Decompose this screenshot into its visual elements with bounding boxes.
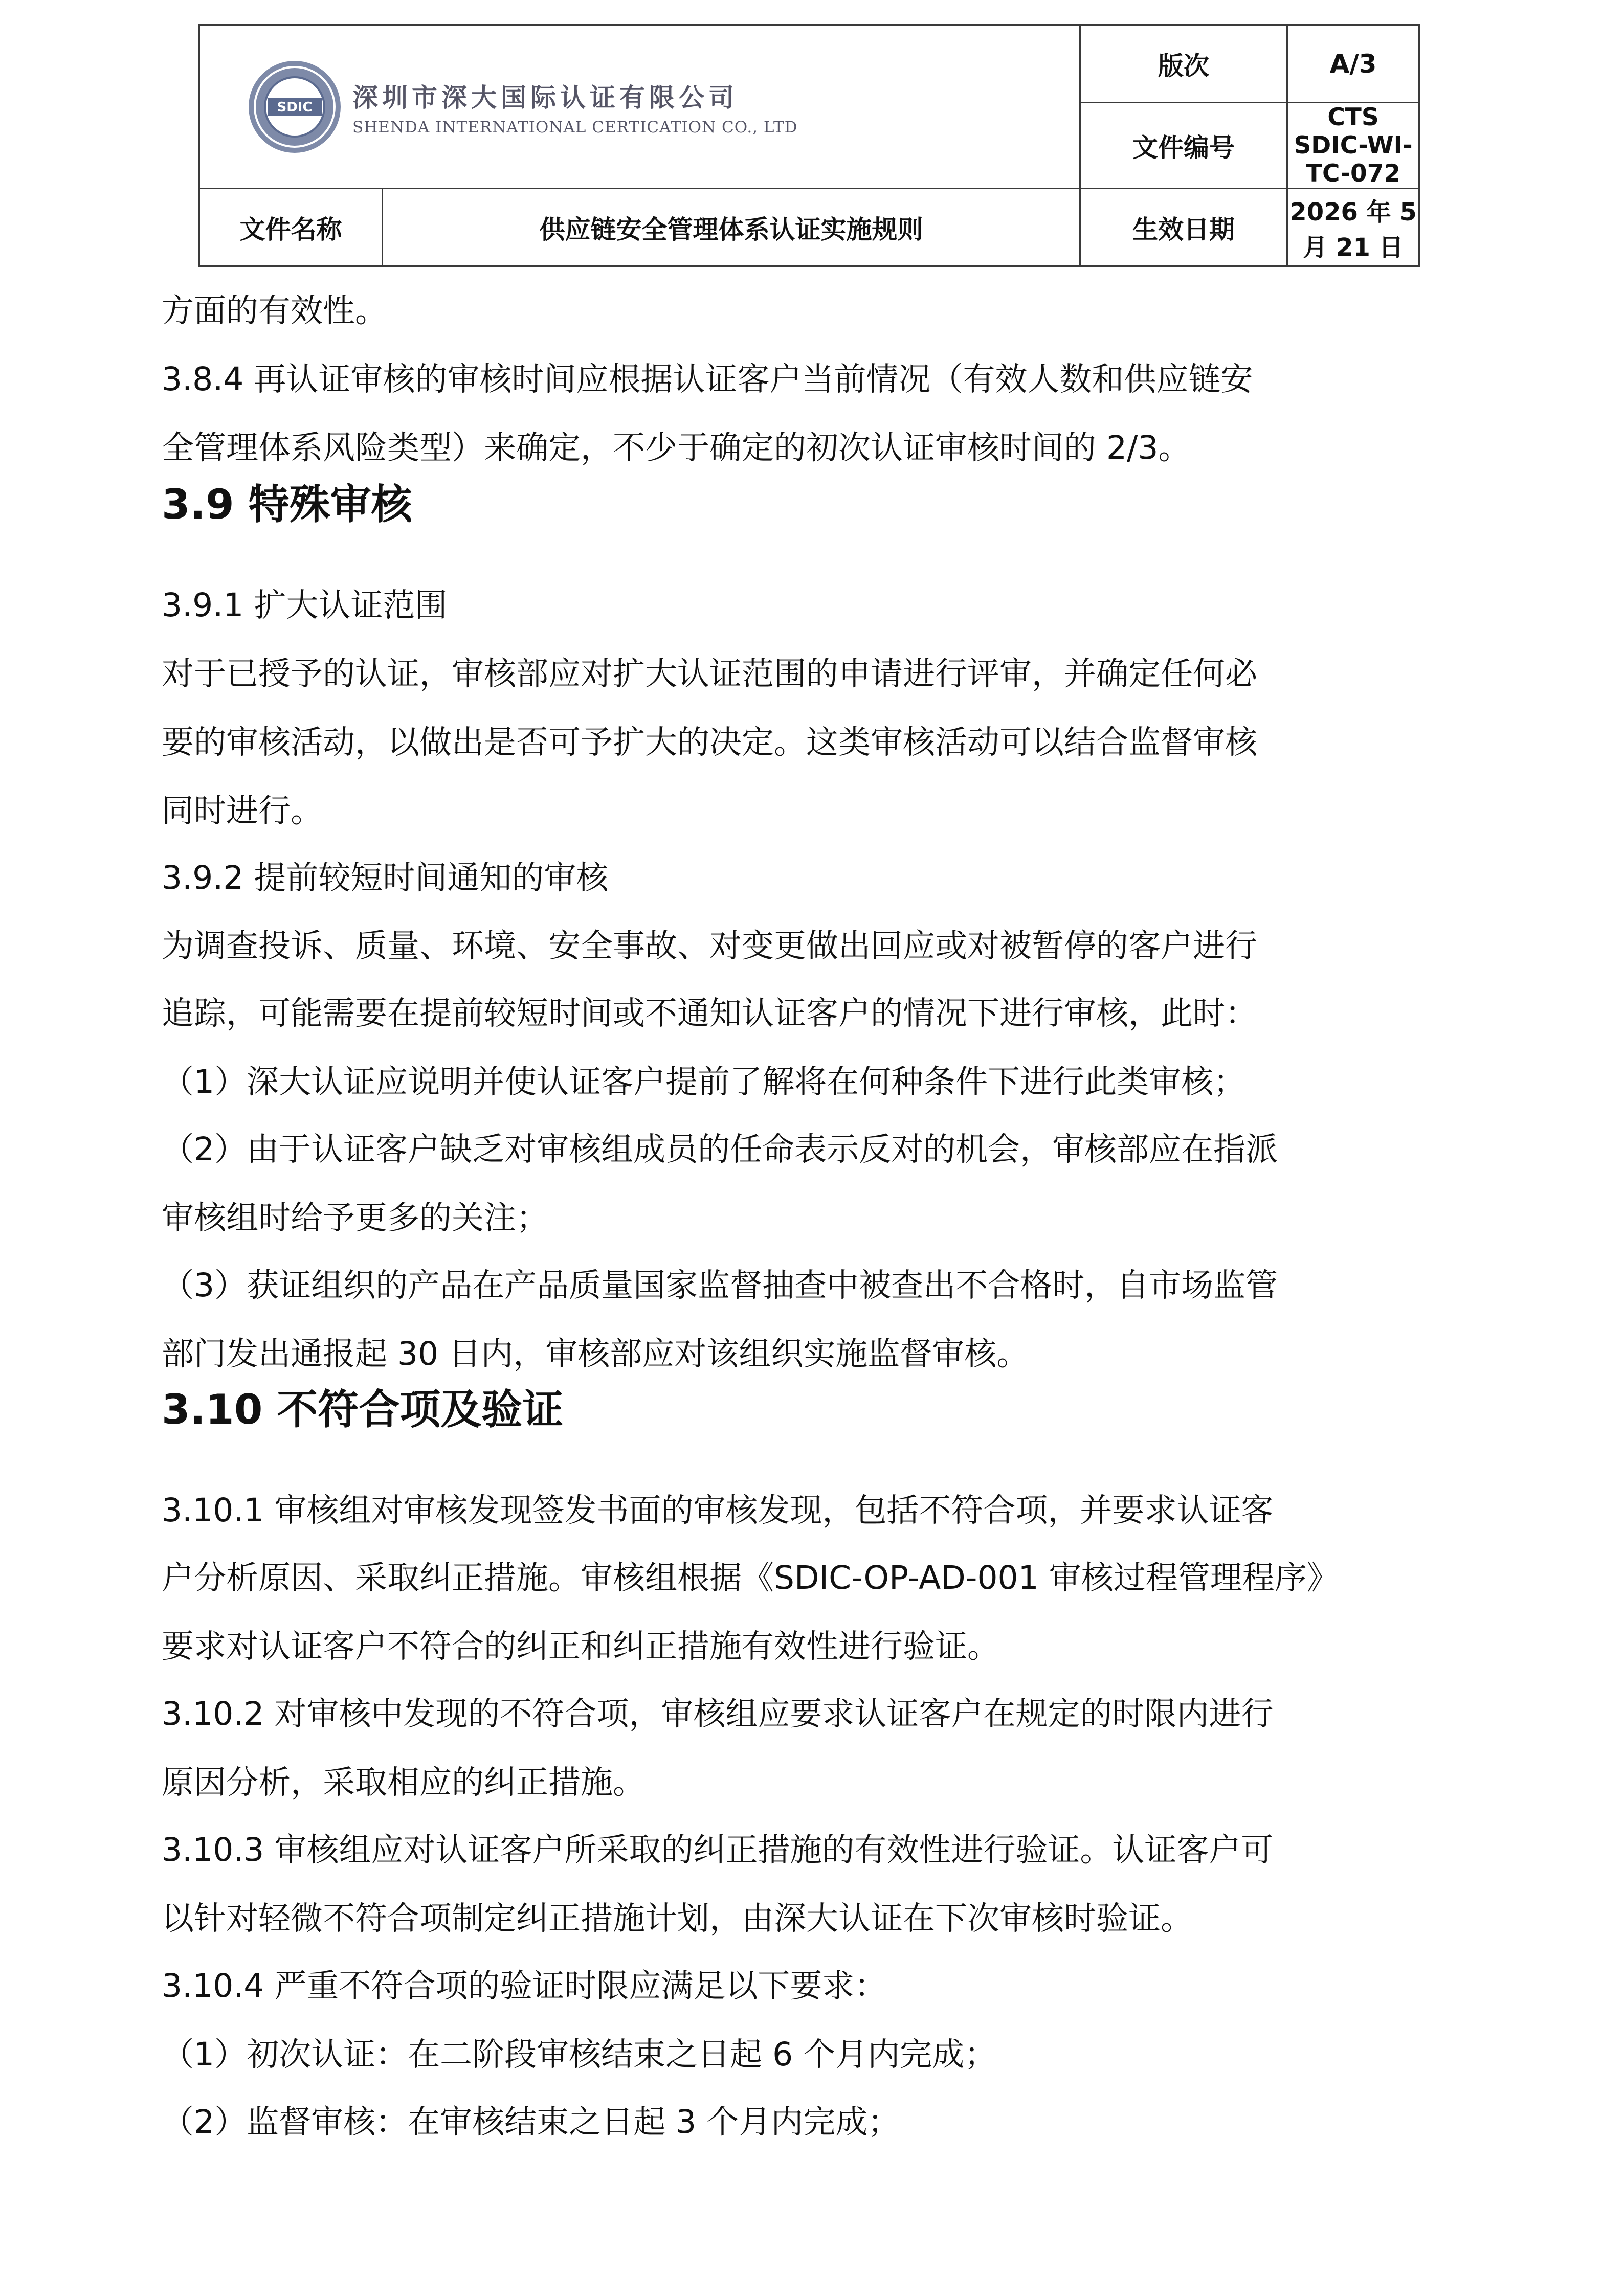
doc-name-label: 文件名称 [199, 189, 383, 266]
body-line: 要的审核活动，以做出是否可予扩大的决定。这类审核活动可以结合监督审核 [162, 724, 1257, 761]
body-line: 要求对认证客户不符合的纠正和纠正措施有效性进行验证。 [162, 1628, 999, 1665]
effective-date-value: 2026 年 5 月 21 日 [1287, 189, 1419, 266]
doc-name-value: 供应链安全管理体系认证实施规则 [383, 189, 1080, 266]
company-logo-cell [199, 25, 1080, 189]
document-header-table [198, 24, 1420, 267]
body-line: 对于已授予的认证，审核部应对扩大认证范围的申请进行评审，并确定任何必 [162, 655, 1257, 692]
body-line: 部门发出通报起 30 日内，审核部应对该组织实施监督审核。 [162, 1335, 1029, 1372]
body-line: 户分析原因、采取纠正措施。审核组根据《SDIC-OP-AD-001 审核过程管理程序》 [162, 1559, 1339, 1596]
list-item: （1）初次认证：在二阶段审核结束之日起 6 个月内完成； [162, 2036, 997, 2073]
body-line: 全管理体系风险类型）来确定，不少于确定的初次认证审核时间的 2/3。 [162, 429, 1191, 466]
body-line: 原因分析，采取相应的纠正措施。 [162, 1764, 645, 1801]
section-heading: 3.9 特殊审核 [162, 481, 412, 528]
body-line: 3.10.2 对审核中发现的不符合项，审核组应要求认证客户在规定的时限内进行 [162, 1695, 1274, 1732]
body-line: 同时进行。 [162, 792, 323, 829]
body-line: 追踪，可能需要在提前较短时间或不通知认证客户的情况下进行审核，此时： [162, 995, 1257, 1032]
company-name-cn: 深圳市深大国际认证有限公司 [352, 82, 738, 112]
body-line: 3.10.4 严重不符合项的验证时限应满足以下要求： [162, 1967, 887, 2005]
body-line: 以针对轻微不符合项制定纠正措施计划，由深大认证在下次审核时验证。 [162, 1900, 1193, 1937]
list-item: （3）获证组织的产品在产品质量国家监督抽查中被查出不合格时，自市场监管 [162, 1267, 1278, 1304]
subsection-title: 3.9.2 提前较短时间通知的审核 [162, 859, 609, 896]
doc-number-value: CTS SDIC-WI-TC-072 [1287, 103, 1419, 189]
subsection-title: 3.9.1 扩大认证范围 [162, 587, 448, 624]
body-line: 方面的有效性。 [162, 292, 387, 329]
company-seal-icon [246, 58, 343, 155]
body-line: 为调查投诉、质量、环境、安全事故、对变更做出回应或对被暂停的客户进行 [162, 927, 1257, 964]
body-line: 3.10.1 审核组对审核发现签发书面的审核发现，包括不符合项，并要求认证客 [162, 1492, 1274, 1529]
version-value: A/3 [1287, 25, 1419, 103]
doc-number-label: 文件编号 [1080, 103, 1287, 189]
body-line: 3.10.3 审核组应对认证客户所采取的纠正措施的有效性进行验证。认证客户可 [162, 1831, 1274, 1869]
svg-text:SDIC: SDIC [277, 99, 313, 115]
company-name-en: SHENDA INTERNATIONAL CERTICATION CO., LTD [352, 118, 798, 137]
body-line: 3.8.4 再认证审核的审核时间应根据认证客户当前情况（有效人数和供应链安 [162, 361, 1253, 398]
list-item: （1）深大认证应说明并使认证客户提前了解将在何种条件下进行此类审核； [162, 1063, 1246, 1100]
body-line: 审核组时给予更多的关注； [162, 1199, 548, 1236]
list-item: （2）监督审核：在审核结束之日起 3 个月内完成； [162, 2103, 900, 2141]
section-heading: 3.10 不符合项及验证 [162, 1386, 564, 1433]
list-item: （2）由于认证客户缺乏对审核组成员的任命表示反对的机会，审核部应在指派 [162, 1131, 1278, 1168]
effective-date-label: 生效日期 [1080, 189, 1287, 266]
version-label: 版次 [1080, 25, 1287, 103]
